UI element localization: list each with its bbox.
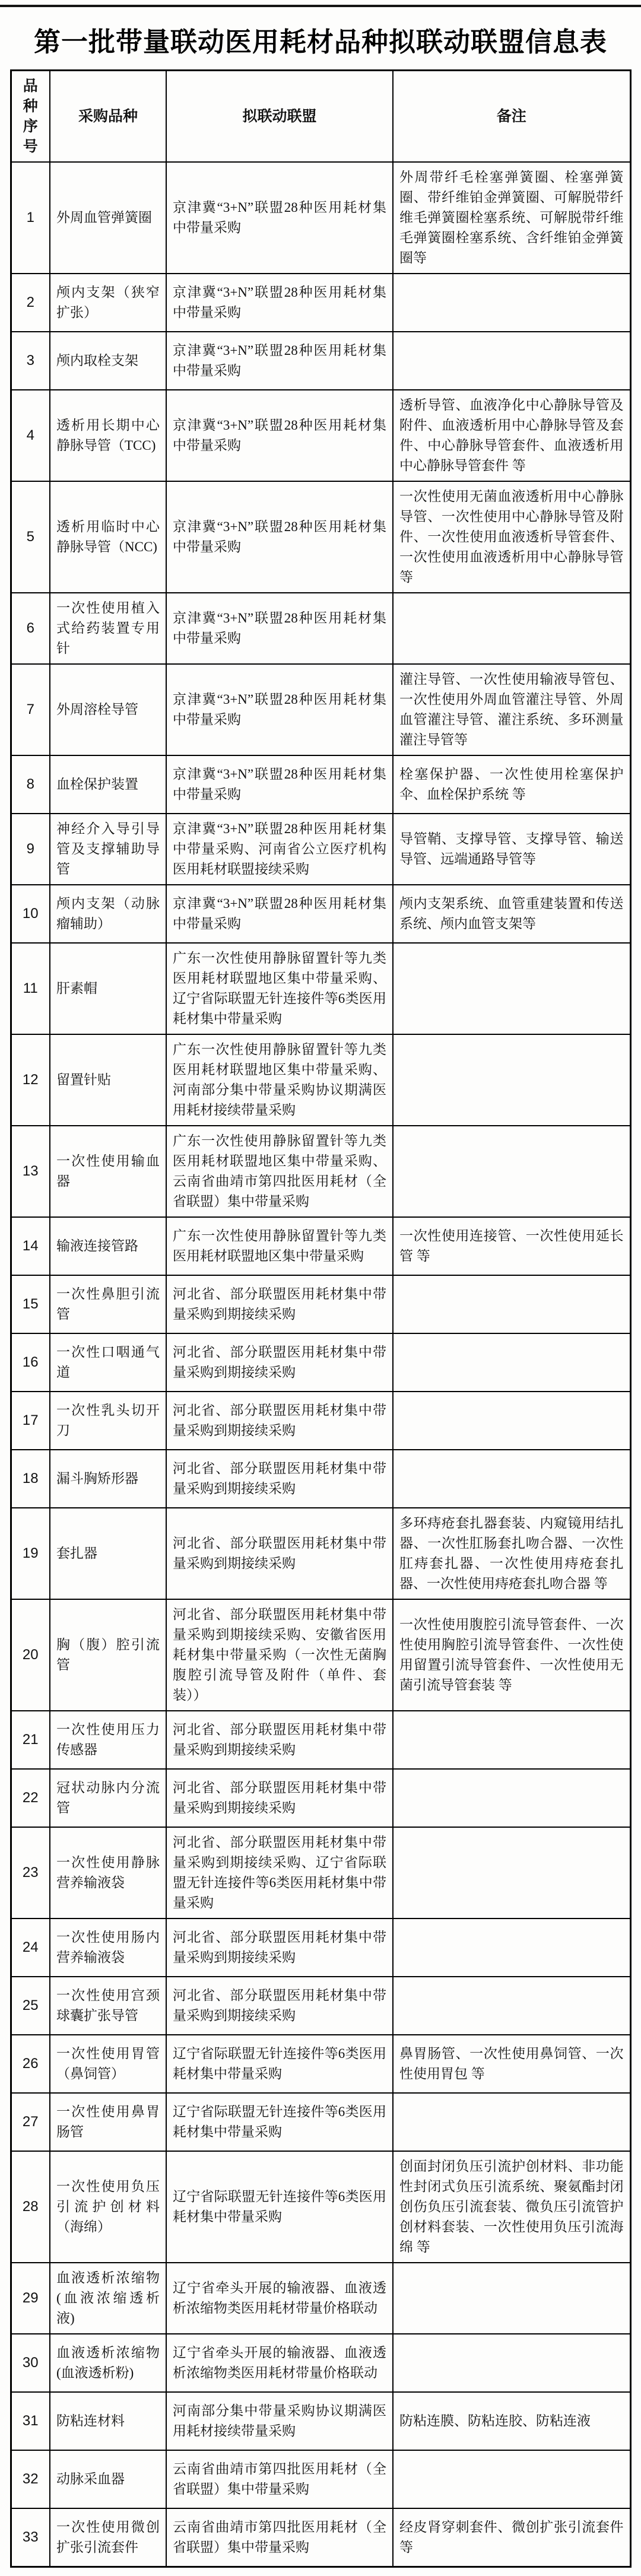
remark-cell: 经皮肾穿刺套件、微创扩张引流套件等 <box>393 2508 630 2567</box>
remark-cell: 一次性使用腹腔引流导管套件、一次性使用胸腔引流导管套件、一次性使用留置引流导管套件、一次性使用无菌引流导管套装 等 <box>393 1599 630 1711</box>
table-row <box>11 390 630 481</box>
alliance-cell: 河北省、部分联盟医用耗材集中带量采购到期接续采购 <box>166 1392 393 1450</box>
header-proposed-alliance: 拟联动联盟 <box>166 71 393 163</box>
row-number-cell: 31 <box>11 2392 50 2450</box>
item-cell: 冠状动脉内分流管 <box>50 1769 166 1827</box>
alliance-cell: 辽宁省际联盟无针连接件等6类医用耗材集中带量采购 <box>166 2151 393 2263</box>
table-row <box>11 943 630 1034</box>
alliance-cell: 河北省、部分联盟医用耗材集中带量采购到期接续采购 <box>166 1711 393 1769</box>
table-row <box>11 664 630 755</box>
table-row <box>11 1275 630 1333</box>
table-row <box>11 1599 630 1711</box>
item-cell: 一次性乳头切开刀 <box>50 1392 166 1450</box>
item-cell: 输液连接管路 <box>50 1217 166 1275</box>
table-row <box>11 1333 630 1392</box>
row-number-cell: 22 <box>11 1769 50 1827</box>
alliance-cell: 京津冀“3+N”联盟28种医用耗材集中带量采购 <box>166 274 393 332</box>
item-cell: 透析用长期中心静脉导管（TCC) <box>50 390 166 481</box>
item-cell: 一次性使用胃管（鼻饲管） <box>50 2035 166 2093</box>
remark-cell: 多环痔疮套扎器套装、内窥镜用结扎器、一次性肛肠套扎吻合器、一次性肛痔套扎器、一次性使用痔疮套扎器、一次性使用痔疮套扎吻合器 等 <box>393 1508 630 1599</box>
row-number-cell: 13 <box>11 1126 50 1217</box>
item-cell: 留置针贴 <box>50 1034 166 1126</box>
remark-cell <box>393 332 630 390</box>
table-row <box>11 1827 630 1918</box>
item-cell: 一次性使用肠内营养输液袋 <box>50 1918 166 1977</box>
table-body <box>11 162 630 2567</box>
row-number-cell: 29 <box>11 2263 50 2334</box>
row-number-cell: 6 <box>11 593 50 664</box>
remark-cell <box>393 1126 630 1217</box>
remark-cell <box>393 1450 630 1508</box>
alliance-cell: 辽宁省际联盟无针连接件等6类医用耗材集中带量采购 <box>166 2035 393 2093</box>
row-number-cell: 7 <box>11 664 50 755</box>
remark-cell: 透析导管、血液净化中心静脉导管及附件、血液透析用中心静脉导管及套件、中心静脉导管套件、血液透析用中心静脉导管套件 等 <box>393 390 630 481</box>
alliance-info-table <box>10 69 632 2568</box>
alliance-cell: 辽宁省际联盟无针连接件等6类医用耗材集中带量采购 <box>166 2093 393 2151</box>
table-row <box>11 1034 630 1126</box>
item-cell: 颅内取栓支架 <box>50 332 166 390</box>
row-number-cell: 18 <box>11 1450 50 1508</box>
table-row <box>11 2450 630 2508</box>
alliance-cell: 辽宁省牵头开展的输液器、血液透析浓缩物类医用耗材带量价格联动 <box>166 2334 393 2392</box>
page-title: 第一批带量联动医用耗材品种拟联动联盟信息表 <box>33 27 607 57</box>
row-number-cell: 26 <box>11 2035 50 2093</box>
alliance-cell: 河北省、部分联盟医用耗材集中带量采购到期接续采购 <box>166 1333 393 1392</box>
header-variety-number: 品种序号 <box>11 71 50 163</box>
alliance-cell: 河北省、部分联盟医用耗材集中带量采购到期接续采购 <box>166 1275 393 1333</box>
row-number-cell: 4 <box>11 390 50 481</box>
table-row <box>11 1977 630 2035</box>
alliance-cell: 广东一次性使用静脉留置针等九类医用耗材联盟地区集中带量采购 <box>166 1217 393 1275</box>
item-cell: 防粘连材料 <box>50 2392 166 2450</box>
remark-cell <box>393 1918 630 1977</box>
row-number-cell: 14 <box>11 1217 50 1275</box>
alliance-cell: 京津冀“3+N”联盟28种医用耗材集中带量采购 <box>166 162 393 274</box>
table-row <box>11 1126 630 1217</box>
table-row <box>11 162 630 274</box>
row-number-cell: 10 <box>11 885 50 943</box>
item-cell: 一次性使用鼻胃肠管 <box>50 2093 166 2151</box>
row-number-cell: 32 <box>11 2450 50 2508</box>
remark-cell: 栓塞保护器、一次性使用栓塞保护伞、血栓保护系统 等 <box>393 755 630 814</box>
alliance-cell: 京津冀“3+N”联盟28种医用耗材集中带量采购 <box>166 755 393 814</box>
remark-cell <box>393 593 630 664</box>
table-row <box>11 481 630 593</box>
item-cell: 颅内支架（动脉瘤辅助） <box>50 885 166 943</box>
remark-cell <box>393 1977 630 2035</box>
row-number-cell: 11 <box>11 943 50 1034</box>
table-row <box>11 2508 630 2567</box>
row-number-cell: 19 <box>11 1508 50 1599</box>
remark-cell: 一次性使用无菌血液透析用中心静脉导管、一次性使用中心静脉导管及附件、一次性使用血液透析导管套件、一次性使用血液透析用中心静脉导管等 <box>393 481 630 593</box>
table-row <box>11 814 630 885</box>
remark-cell <box>393 1275 630 1333</box>
remark-cell <box>393 1034 630 1126</box>
table-row <box>11 593 630 664</box>
table-row <box>11 2263 630 2334</box>
alliance-cell: 辽宁省牵头开展的输液器、血液透析浓缩物类医用耗材带量价格联动 <box>166 2263 393 2334</box>
row-number-cell: 3 <box>11 332 50 390</box>
item-cell: 外周溶栓导管 <box>50 664 166 755</box>
item-cell: 神经介入导引导管及支撑辅助导管 <box>50 814 166 885</box>
item-cell: 透析用临时中心静脉导管（NCC) <box>50 481 166 593</box>
alliance-cell: 河北省、部分联盟医用耗材集中带量采购到期接续采购 <box>166 1769 393 1827</box>
header-remarks: 备注 <box>393 71 630 163</box>
alliance-cell: 河北省、部分联盟医用耗材集中带量采购到期接续采购 <box>166 1977 393 2035</box>
remark-cell: 颅内支架系统、血管重建装置和传送系统、颅内血管支架等 <box>393 885 630 943</box>
row-number-cell: 15 <box>11 1275 50 1333</box>
table-row <box>11 1392 630 1450</box>
item-cell: 一次性使用植入式给药装置专用针 <box>50 593 166 664</box>
row-number-cell: 9 <box>11 814 50 885</box>
row-number-cell: 8 <box>11 755 50 814</box>
row-number-cell: 5 <box>11 481 50 593</box>
row-number-cell: 33 <box>11 2508 50 2567</box>
header-row <box>11 71 630 163</box>
item-cell: 颅内支架（狭窄扩张） <box>50 274 166 332</box>
row-number-cell: 17 <box>11 1392 50 1450</box>
alliance-cell: 京津冀“3+N”联盟28种医用耗材集中带量采购 <box>166 332 393 390</box>
item-cell: 一次性使用微创扩张引流套件 <box>50 2508 166 2567</box>
alliance-cell: 云南省曲靖市第四批医用耗材（全省联盟）集中带量采购 <box>166 2450 393 2508</box>
item-cell: 一次性使用负压引流护创材料（海绵） <box>50 2151 166 2263</box>
alliance-cell: 京津冀“3+N”联盟28种医用耗材集中带量采购 <box>166 481 393 593</box>
table-row <box>11 2035 630 2093</box>
item-cell: 胸（腹）腔引流管 <box>50 1599 166 1711</box>
item-cell: 一次性使用宫颈球囊扩张导管 <box>50 1977 166 2035</box>
item-cell: 动脉采血器 <box>50 2450 166 2508</box>
table-header <box>11 71 630 163</box>
alliance-cell: 京津冀“3+N”联盟28种医用耗材集中带量采购 <box>166 885 393 943</box>
alliance-cell: 河北省、部分联盟医用耗材集中带量采购到期接续采购、安徽省医用耗材集中带量采购（一次性无菌胸腹腔引流导管及附件（单件、套装）） <box>166 1599 393 1711</box>
item-cell: 一次性使用静脉营养输液袋 <box>50 1827 166 1918</box>
alliance-cell: 广东一次性使用静脉留置针等九类医用耗材联盟地区集中带量采购、河南部分集中带量采购协议期满医用耗材接续带量采购 <box>166 1034 393 1126</box>
item-cell: 一次性鼻胆引流管 <box>50 1275 166 1333</box>
alliance-cell: 河南部分集中带量采购协议期满医用耗材接续带量采购 <box>166 2392 393 2450</box>
table-row <box>11 1450 630 1508</box>
remark-cell <box>393 274 630 332</box>
table-row <box>11 274 630 332</box>
alliance-cell: 广东一次性使用静脉留置针等九类医用耗材联盟地区集中带量采购、辽宁省际联盟无针连接件等6类医用耗材集中带量采购 <box>166 943 393 1034</box>
remark-cell: 导管鞘、支撑导管、支撑导管、输送导管、远端通路导管等 <box>393 814 630 885</box>
remark-cell: 防粘连膜、防粘连胶、防粘连液 <box>393 2392 630 2450</box>
table-row <box>11 1711 630 1769</box>
remark-cell <box>393 943 630 1034</box>
item-cell: 血栓保护装置 <box>50 755 166 814</box>
row-number-cell: 16 <box>11 1333 50 1392</box>
item-cell: 肝素帽 <box>50 943 166 1034</box>
alliance-cell: 河北省、部分联盟医用耗材集中带量采购到期接续采购 <box>166 1450 393 1508</box>
item-cell: 一次性口咽通气道 <box>50 1333 166 1392</box>
row-number-cell: 24 <box>11 1918 50 1977</box>
alliance-cell: 京津冀“3+N”联盟28种医用耗材集中带量采购 <box>166 390 393 481</box>
table-row <box>11 885 630 943</box>
item-cell: 套扎器 <box>50 1508 166 1599</box>
remark-cell: 灌注导管、一次性使用输液导管包、一次性使用外周血管灌注导管、外周血管灌注导管、灌注系统、多环测量灌注导管等 <box>393 664 630 755</box>
table-row <box>11 1217 630 1275</box>
header-procurement-variety: 采购品种 <box>50 71 166 163</box>
row-number-cell: 20 <box>11 1599 50 1711</box>
table-row <box>11 1918 630 1977</box>
row-number-cell: 25 <box>11 1977 50 2035</box>
remark-cell <box>393 1333 630 1392</box>
remark-cell <box>393 2334 630 2392</box>
item-cell: 一次性使用压力传感器 <box>50 1711 166 1769</box>
table-row <box>11 755 630 814</box>
remark-cell <box>393 1711 630 1769</box>
remark-cell <box>393 2093 630 2151</box>
alliance-cell: 京津冀“3+N”联盟28种医用耗材集中带量采购 <box>166 593 393 664</box>
item-cell: 血液透析浓缩物(血液透析粉) <box>50 2334 166 2392</box>
row-number-cell: 12 <box>11 1034 50 1126</box>
remark-cell <box>393 1769 630 1827</box>
alliance-cell: 河北省、部分联盟医用耗材集中带量采购到期接续采购 <box>166 1918 393 1977</box>
remark-cell <box>393 1392 630 1450</box>
alliance-cell: 京津冀“3+N”联盟28种医用耗材集中带量采购、河南省公立医疗机构医用耗材联盟接续采购 <box>166 814 393 885</box>
remark-cell <box>393 2263 630 2334</box>
row-number-cell: 21 <box>11 1711 50 1769</box>
item-cell: 漏斗胸矫形器 <box>50 1450 166 1508</box>
alliance-cell: 河北省、部分联盟医用耗材集中带量采购到期接续采购 <box>166 1508 393 1599</box>
row-number-cell: 1 <box>11 162 50 274</box>
row-number-cell: 27 <box>11 2093 50 2151</box>
table-row <box>11 332 630 390</box>
row-number-cell: 30 <box>11 2334 50 2392</box>
row-number-cell: 23 <box>11 1827 50 1918</box>
item-cell: 外周血管弹簧圈 <box>50 162 166 274</box>
remark-cell <box>393 1827 630 1918</box>
table-row <box>11 1508 630 1599</box>
remark-cell <box>393 2450 630 2508</box>
table-row <box>11 2151 630 2263</box>
alliance-cell: 云南省曲靖市第四批医用耗材（全省联盟）集中带量采购 <box>166 2508 393 2567</box>
remark-cell: 创面封闭负压引流护创材料、非功能性封闭式负压引流系统、聚氨酯封闭创伤负压引流套装、微负压引流管护创材料套装、一次性使用负压引流海绵 等 <box>393 2151 630 2263</box>
table-row <box>11 2334 630 2392</box>
row-number-cell: 28 <box>11 2151 50 2263</box>
alliance-cell: 京津冀“3+N”联盟28种医用耗材集中带量采购 <box>166 664 393 755</box>
alliance-cell: 河北省、部分联盟医用耗材集中带量采购到期接续采购、辽宁省际联盟无针连接件等6类医用耗材集中带量采购 <box>166 1827 393 1918</box>
table-row <box>11 2392 630 2450</box>
item-cell: 一次性使用输血器 <box>50 1126 166 1217</box>
remark-cell: 外周带纤毛栓塞弹簧圈、栓塞弹簧圈、带纤维铂金弹簧圈、可解脱带纤维毛弹簧圈栓塞系统、可解脱带纤维毛弹簧圈栓塞系统、含纤维铂金弹簧圈等 <box>393 162 630 274</box>
remark-cell: 一次性使用连接管、一次性使用延长管 等 <box>393 1217 630 1275</box>
table-row <box>11 1769 630 1827</box>
table-row <box>11 2093 630 2151</box>
row-number-cell: 2 <box>11 274 50 332</box>
alliance-cell: 广东一次性使用静脉留置针等九类医用耗材联盟地区集中带量采购、云南省曲靖市第四批医用耗材（全省联盟）集中带量采购 <box>166 1126 393 1217</box>
remark-cell: 鼻胃肠管、一次性使用鼻饲管、一次性使用胃包 等 <box>393 2035 630 2093</box>
item-cell: 血液透析浓缩物(血液浓缩透析液) <box>50 2263 166 2334</box>
